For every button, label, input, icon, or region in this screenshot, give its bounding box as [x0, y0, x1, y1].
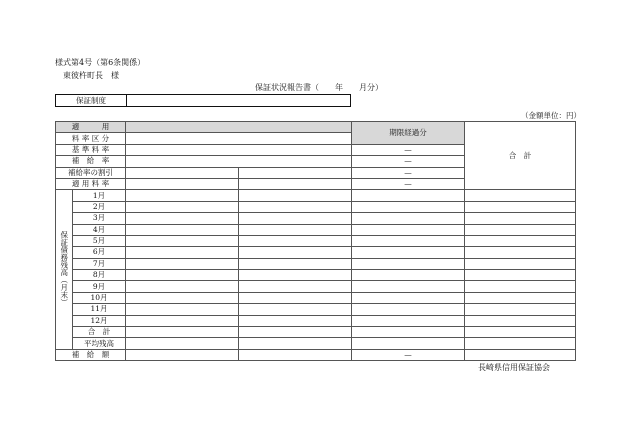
report-table	[55, 121, 576, 361]
month-cell[interactable]	[465, 213, 576, 224]
month-cell[interactable]	[239, 247, 352, 258]
month-cell[interactable]	[352, 213, 465, 224]
supply-amount-total[interactable]	[465, 349, 576, 360]
average-cell[interactable]	[126, 338, 239, 349]
month-label: 3月	[73, 213, 126, 224]
group-label-balance: 保証債務残高（月末）	[56, 190, 73, 349]
month-label: 1月	[73, 190, 126, 201]
month-label: 5月	[73, 235, 126, 246]
month-cell[interactable]	[352, 292, 465, 303]
month-cell[interactable]	[126, 190, 239, 201]
average-label: 平均残高	[73, 338, 126, 349]
total-label: 合 計	[73, 327, 126, 338]
average-cell[interactable]	[465, 338, 576, 349]
month-cell[interactable]	[465, 270, 576, 281]
applied-rate-expired: —	[352, 178, 465, 189]
month-cell[interactable]	[239, 281, 352, 292]
average-cell[interactable]	[239, 338, 352, 349]
month-cell[interactable]	[239, 258, 352, 269]
month-label: 6月	[73, 247, 126, 258]
supply-amount-label: 補 給 額	[56, 349, 126, 360]
form-number: 様式第4号（第6条関係）	[55, 58, 146, 67]
month-label: 10月	[73, 292, 126, 303]
guarantee-system-field[interactable]	[127, 95, 351, 107]
guarantee-system-label: 保証制度	[56, 95, 127, 107]
month-cell[interactable]	[126, 247, 239, 258]
header-total: 合 計	[465, 122, 576, 190]
addressee: 東彼杵町長 様	[63, 71, 119, 80]
month-label: 11月	[73, 304, 126, 315]
month-cell[interactable]	[126, 201, 239, 212]
total-cell[interactable]	[465, 327, 576, 338]
month-cell[interactable]	[126, 292, 239, 303]
supply-discount-field-b[interactable]	[239, 167, 352, 178]
month-cell[interactable]	[239, 213, 352, 224]
guarantee-system-row	[55, 94, 351, 107]
applied-rate-field-b[interactable]	[239, 178, 352, 189]
month-cell[interactable]	[126, 213, 239, 224]
total-cell[interactable]	[352, 327, 465, 338]
month-cell[interactable]	[465, 281, 576, 292]
month-cell[interactable]	[352, 224, 465, 235]
row-label-supply-discount: 補給率の割引	[56, 167, 126, 178]
row-label-applied-rate: 適 用 料 率	[56, 178, 126, 189]
month-cell[interactable]	[126, 281, 239, 292]
month-label: 8月	[73, 270, 126, 281]
month-cell[interactable]	[239, 190, 352, 201]
rate-class-field[interactable]	[126, 133, 352, 144]
header-rate-class: 料 率 区 分	[56, 133, 126, 144]
month-cell[interactable]	[352, 247, 465, 258]
month-cell[interactable]	[239, 235, 352, 246]
month-cell[interactable]	[465, 258, 576, 269]
row-label-standard-rate: 基 準 料 率	[56, 144, 126, 155]
header-expired: 期限経過分	[352, 122, 465, 145]
month-label: 2月	[73, 201, 126, 212]
row-label-supply-rate: 補 給 率	[56, 156, 126, 167]
supply-discount-expired: —	[352, 167, 465, 178]
month-cell[interactable]	[239, 292, 352, 303]
month-cell[interactable]	[465, 224, 576, 235]
report-title: 保証状況報告書（ 年 月分）	[255, 83, 383, 92]
total-cell[interactable]	[126, 327, 239, 338]
month-cell[interactable]	[126, 304, 239, 315]
month-cell[interactable]	[465, 201, 576, 212]
month-cell[interactable]	[239, 304, 352, 315]
standard-rate-expired: —	[352, 144, 465, 155]
month-cell[interactable]	[465, 292, 576, 303]
organization-name: 長崎県信用保証協会	[478, 363, 550, 372]
month-cell[interactable]	[465, 235, 576, 246]
month-cell[interactable]	[352, 315, 465, 326]
total-cell[interactable]	[239, 327, 352, 338]
month-cell[interactable]	[126, 224, 239, 235]
month-cell[interactable]	[126, 258, 239, 269]
header-applied-blank	[126, 122, 352, 133]
unit-note: （金額単位：円）	[521, 111, 581, 120]
month-cell[interactable]	[352, 270, 465, 281]
month-cell[interactable]	[352, 258, 465, 269]
month-cell[interactable]	[352, 201, 465, 212]
supply-rate-field[interactable]	[126, 156, 352, 167]
supply-amount-expired: —	[352, 349, 465, 360]
month-cell[interactable]	[239, 201, 352, 212]
month-cell[interactable]	[465, 315, 576, 326]
applied-rate-field-a[interactable]	[126, 178, 239, 189]
month-cell[interactable]	[352, 281, 465, 292]
supply-amount-field-a[interactable]	[126, 349, 239, 360]
month-cell[interactable]	[239, 315, 352, 326]
month-cell[interactable]	[126, 315, 239, 326]
month-cell[interactable]	[465, 190, 576, 201]
month-cell[interactable]	[239, 270, 352, 281]
month-cell[interactable]	[465, 304, 576, 315]
month-cell[interactable]	[352, 190, 465, 201]
month-cell[interactable]	[126, 270, 239, 281]
standard-rate-field[interactable]	[126, 144, 352, 155]
month-label: 12月	[73, 315, 126, 326]
supply-rate-expired: —	[352, 156, 465, 167]
month-cell[interactable]	[126, 235, 239, 246]
month-cell[interactable]	[465, 247, 576, 258]
month-cell[interactable]	[239, 224, 352, 235]
header-applied: 適 用	[56, 122, 126, 133]
average-cell[interactable]	[352, 338, 465, 349]
supply-amount-field-b[interactable]	[239, 349, 352, 360]
month-label: 9月	[73, 281, 126, 292]
month-cell[interactable]	[352, 235, 465, 246]
month-label: 7月	[73, 258, 126, 269]
month-cell[interactable]	[352, 304, 465, 315]
month-label: 4月	[73, 224, 126, 235]
supply-discount-field-a[interactable]	[126, 167, 239, 178]
